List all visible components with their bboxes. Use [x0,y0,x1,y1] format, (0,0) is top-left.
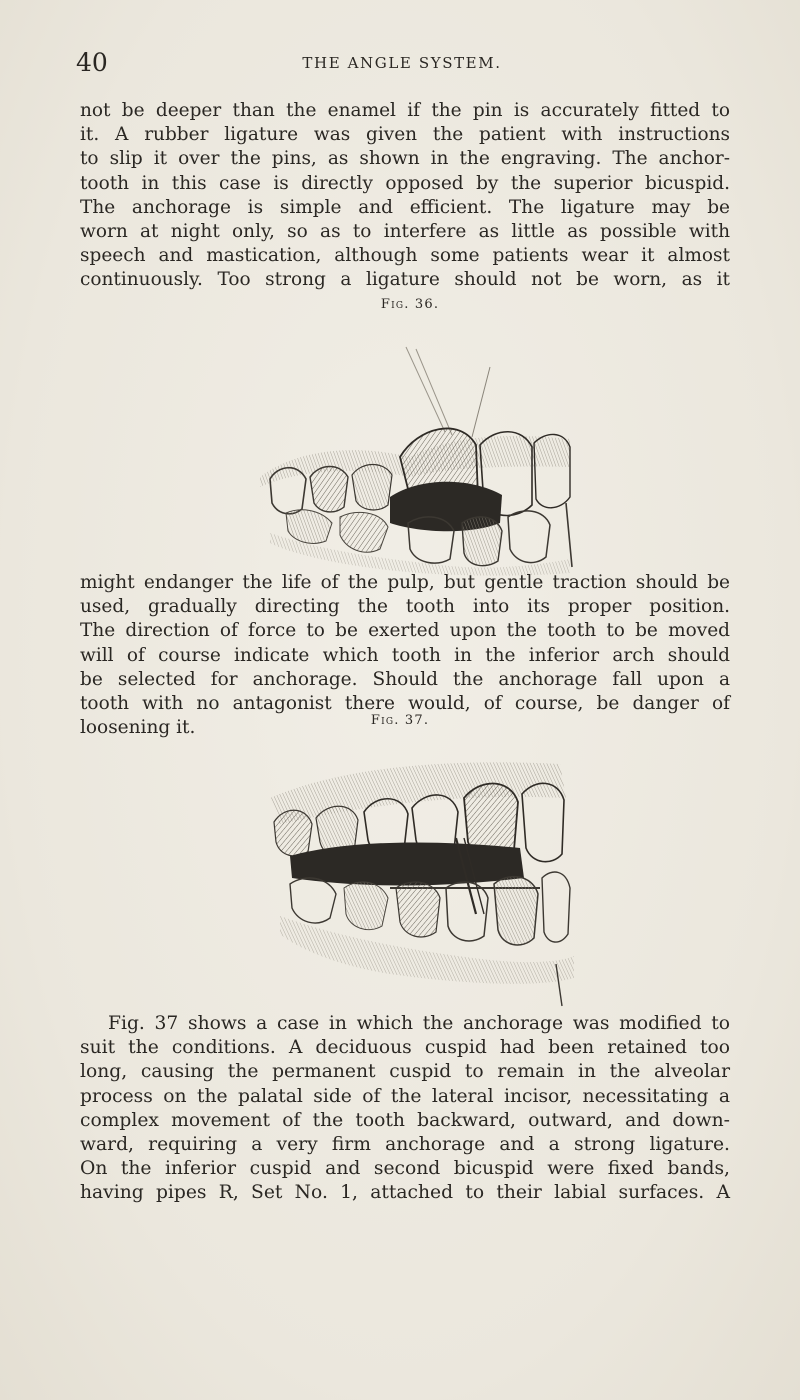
text-line: The direction of force to be exerted upon the tooth to be moved [80,620,730,642]
text-line: speech and mastication, although some patients wear it almost [80,245,730,267]
running-title: THE ANGLE SYSTEM. [302,54,502,72]
text-line: it. A rubber ligature was given the patient with instructions [80,124,730,146]
figure-36-caption: Fig. 36. [380,297,440,312]
text-line: continuously. Too strong a ligature should not be worn, as it [80,269,730,291]
text-line: not be deeper than the enamel if the pin is accurately fitted to [80,100,730,121]
text-line: will of course indicate which tooth in the inferior arch should [80,644,730,666]
figure-37-caption: Fig. 37. [370,713,430,728]
text-line: to slip it over the pins, as shown in the engraving. The anchor- [80,148,730,170]
text-line: tooth with no antagonist there would, of course, be danger of [80,693,730,715]
text-line: ward, requiring a very firm anchorage and a strong ligature. [80,1134,730,1156]
text-line: worn at night only, so as to interfere as little as possible with [80,221,730,243]
paragraph-1 [80,99,730,293]
text-line: The anchorage is simple and efficient. The ligature may be [80,196,730,218]
text-line: complex movement of the tooth backward, outward, and down- [80,1109,730,1131]
page-number: 40 [76,48,108,77]
text-line: tooth in this case is directly opposed by the superior bicuspid. [80,172,730,194]
text-line: long, causing the permanent cuspid to remain in the alveolar [80,1061,730,1083]
paragraph-3 [80,1012,730,1206]
text-line: might endanger the life of the pulp, but gentle traction should be [80,572,730,593]
text-line: used, gradually directing the tooth into its proper position. [80,596,730,618]
text-line: be selected for anchorage. Should the anchorage fall upon a [80,668,730,690]
figure-37-dental-engraving [240,738,580,1008]
text-line: suit the conditions. A deciduous cuspid had been retained too [80,1037,730,1059]
text-line: Fig. 37 shows a case in which the anchorage was modified to [108,1013,730,1034]
running-head [76,48,728,78]
figure-36-dental-engraving [240,327,580,577]
text-line: having pipes R, Set No. 1, attached to their labial surfaces. A [80,1182,730,1204]
text-line: On the inferior cuspid and second bicuspid were fixed bands, [80,1158,730,1180]
text-line: loosening it. [80,717,196,739]
text-line: process on the palatal side of the lateral incisor, necessitating a [80,1085,730,1107]
